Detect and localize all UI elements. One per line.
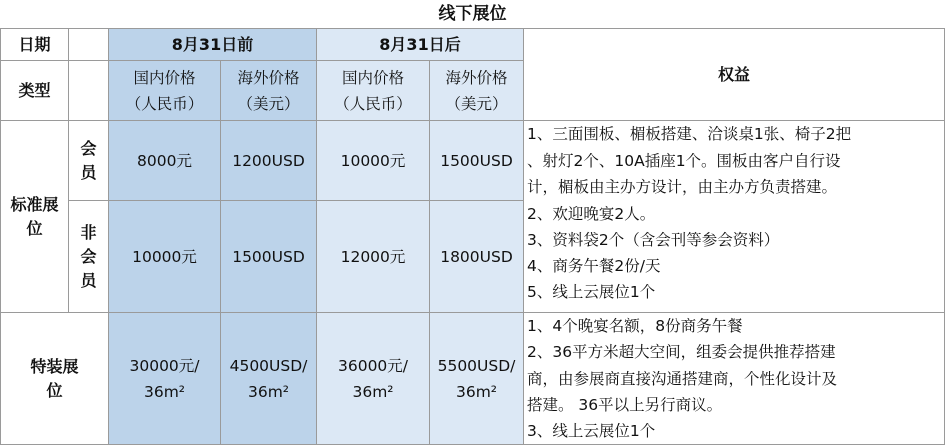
member-label: 会 员 <box>69 121 109 201</box>
domestic-price-header-after: 国内价格 （人民币） <box>317 61 430 121</box>
special-domestic-before: 30000元/ 36m² <box>109 313 221 445</box>
special-benefits: 1、4个晚宴名额，8份商务午餐 2、36平方米超大空间，组委会提供推荐搭建 商，由参展商直接沟通搭建商，个性化设计及 搭建。 36平以上另行商议。 3、线上云展位1个 <box>524 313 945 445</box>
date-label: 日期 <box>1 29 69 61</box>
nonmember-label: 非 会 员 <box>69 201 109 313</box>
member-domestic-before: 8000元 <box>109 121 221 201</box>
after-date-header: 8月31日后 <box>317 29 524 61</box>
special-domestic-after: 36000元/ 36m² <box>317 313 430 445</box>
special-booth-label: 特装展 位 <box>1 313 109 445</box>
empty-cell <box>69 29 109 61</box>
member-overseas-after: 1500USD <box>430 121 524 201</box>
benefits-header: 权益 <box>524 29 945 121</box>
before-date-header: 8月31日前 <box>109 29 317 61</box>
booth-price-table <box>0 28 945 445</box>
nonmember-domestic-before: 10000元 <box>109 201 221 313</box>
member-overseas-before: 1200USD <box>221 121 317 201</box>
nonmember-domestic-after: 12000元 <box>317 201 430 313</box>
nonmember-overseas-before: 1500USD <box>221 201 317 313</box>
domestic-price-header-before: 国内价格 （人民币） <box>109 61 221 121</box>
standard-benefits-top: 1、三面围板、楣板搭建、洽谈桌1张、椅子2把 、射灯2个、10A插座1个。围板由客户自行设 计，楣板由主办方设计，由主办方负责搭建。 <box>524 121 945 201</box>
overseas-price-header-before: 海外价格 （美元） <box>221 61 317 121</box>
special-overseas-before: 4500USD/ 36m² <box>221 313 317 445</box>
table-title: 线下展位 <box>438 4 507 24</box>
overseas-price-header-after: 海外价格 （美元） <box>430 61 524 121</box>
nonmember-overseas-after: 1800USD <box>430 201 524 313</box>
standard-booth-label: 标准展 位 <box>1 121 69 313</box>
standard-benefits-bottom: 2、欢迎晚宴2人。 3、资料袋2个（含会刊等参会资料） 4、商务午餐2份/天 5、线上云展位1个 <box>524 201 945 313</box>
type-label: 类型 <box>1 61 69 121</box>
special-overseas-after: 5500USD/ 36m² <box>430 313 524 445</box>
empty-cell <box>69 61 109 121</box>
member-domestic-after: 10000元 <box>317 121 430 201</box>
